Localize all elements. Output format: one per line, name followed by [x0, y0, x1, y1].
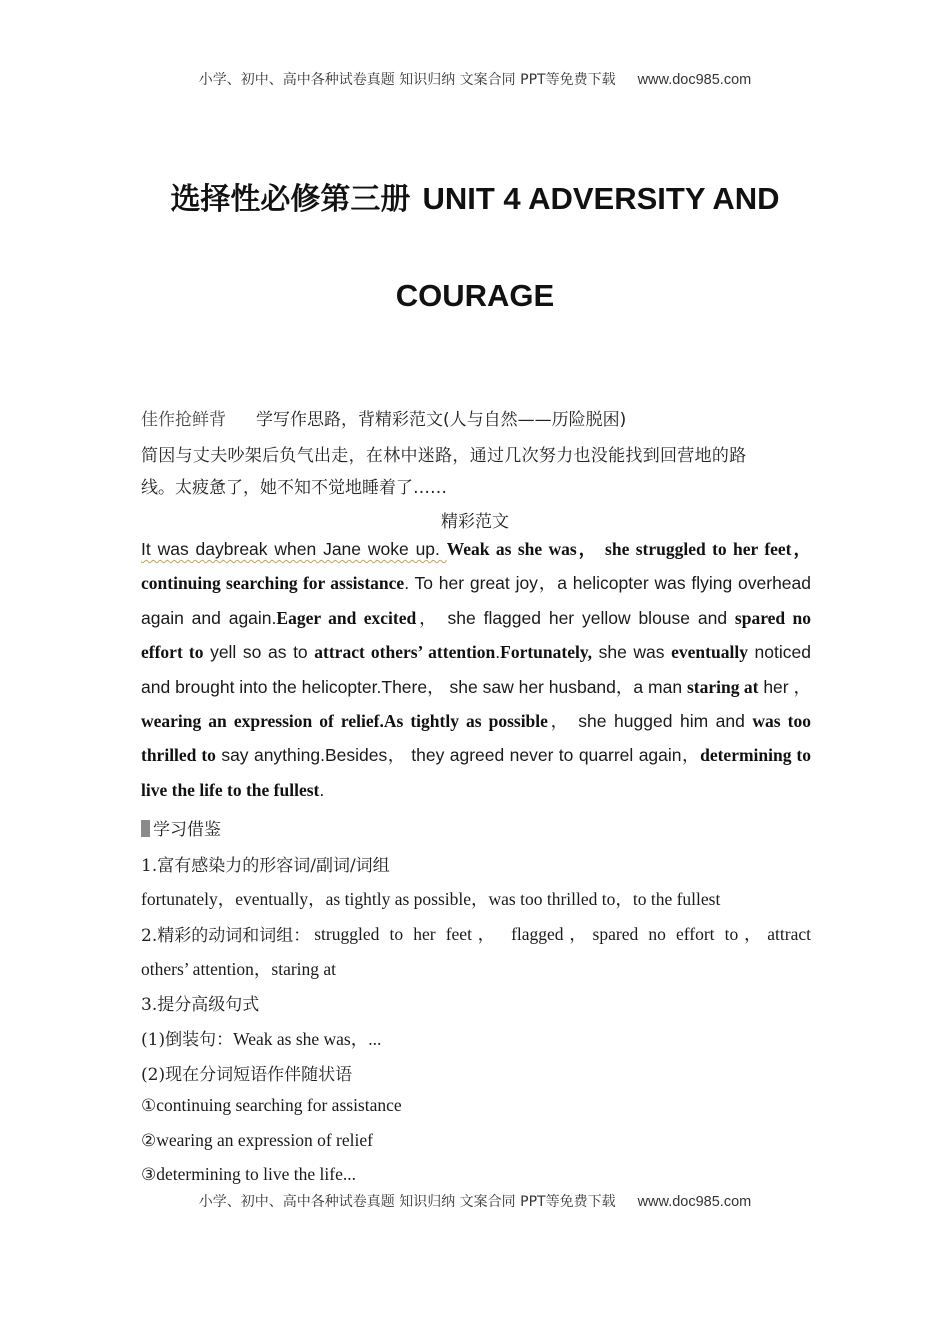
essay-text: ， she flagged her yellow blouse and: [416, 607, 735, 628]
list-item-number: ③: [141, 1165, 157, 1185]
section-marker-icon: [141, 820, 150, 837]
essay-text: .: [495, 642, 501, 663]
list-item-text: wearing an expression of relief: [156, 1130, 373, 1150]
study-item1-content: fortunately，eventually，as tightly as possible，was too thrilled to，to the fullest: [141, 889, 721, 909]
section-label: 佳作抢鲜背: [141, 410, 226, 430]
list-item: [141, 1164, 811, 1185]
list-item-number: ①: [141, 1096, 157, 1116]
essay-highlight-phrase: was too thrilled to: [141, 711, 811, 766]
study-item2-content-a: struggled to her feet， flagged，spared no effort to，attract: [314, 924, 811, 944]
page-footer: [0, 1191, 950, 1211]
study-sub1-label: (1)倒装句：: [141, 1030, 234, 1050]
essay-highlight-phrase: continuing searching for assistance: [141, 573, 405, 594]
essay-highlight-phrase: she struggled to her feet，: [605, 539, 811, 559]
intro-line-1: 简因与丈夫吵架后负气出走，在林中迷路，通过几次努力也没能找到回营地的路: [141, 446, 747, 466]
study-sub1-row: [141, 1025, 811, 1051]
essay-text: [598, 539, 605, 559]
page-header: [0, 69, 950, 89]
list-item: [141, 1130, 811, 1151]
study-item1-title: 1.富有感染力的形容词/副词/词组: [141, 856, 390, 876]
header-text: 小学、初中、高中各种试卷真题 知识归纳 文案合同 PPT等免费下载: [198, 72, 616, 88]
study-sub2-label: (2)现在分词短语作伴随状语: [141, 1065, 353, 1085]
essay-highlight-phrase: Fortunately,: [500, 642, 593, 663]
list-item: [141, 1095, 811, 1116]
essay-text: say anything.Besides， they agreed never to quarrel again，: [215, 745, 701, 766]
section-subtitle: 学写作思路，背精彩范文(人与自然——历险脱困): [256, 410, 627, 430]
essay-highlight-phrase: wearing an expression of relief.As tightly as possible: [141, 711, 548, 732]
study-sub1-content: Weak as she was，...: [233, 1029, 382, 1049]
title-en-line2: COURAGE: [395, 278, 555, 313]
intro-line-2: 线。太疲惫了，她不知不觉地睡着了……: [141, 478, 447, 498]
essay-highlight-phrase: attract others’ attention: [314, 642, 496, 663]
essay-highlight-phrase: Eager and excited: [276, 607, 417, 628]
essay-text: . To her great joy，a helicopter was flying overhead again and again.: [141, 573, 811, 628]
study-item2-content-b: others’ attention，staring at: [141, 959, 337, 979]
study-heading-row: [141, 815, 811, 840]
page-title-line1: [0, 174, 950, 218]
essay-highlight-phrase: spared no effort to: [141, 607, 811, 663]
essay-text: ， she hugged him and: [547, 711, 753, 732]
essay-text: yell so as to: [203, 642, 315, 663]
essay-heading: 精彩范文: [441, 512, 509, 532]
essay-highlight-phrase: Weak as she was，: [446, 539, 599, 559]
title-cn: 选择性必修第三册: [170, 182, 411, 217]
study-item2-title: 2.精彩的动词和词组：: [141, 926, 311, 946]
header-site-link[interactable]: www.doc985.com: [637, 72, 752, 88]
essay-body: [141, 532, 811, 807]
section-heading: [141, 405, 811, 430]
essay-highlight-phrase: eventually: [671, 642, 748, 663]
list-item-text: continuing searching for assistance: [156, 1095, 402, 1115]
essay-text: she was: [592, 642, 672, 663]
study-item3-title: 3.提分高级句式: [141, 995, 260, 1015]
footer-text: 小学、初中、高中各种试卷真题 知识归纳 文案合同 PPT等免费下载: [198, 1194, 616, 1210]
essay-text: her ，: [758, 676, 811, 697]
essay-text: noticed and brought into the helicopter.There， she saw her husband，a man: [141, 642, 811, 697]
essay-opening-sentence: It was daybreak when Jane woke up.: [141, 539, 447, 559]
study-heading: 学习借鉴: [153, 820, 221, 840]
essay-highlight-phrase: staring at: [686, 676, 759, 697]
essay-text: .: [319, 779, 325, 800]
essay-highlight-phrase: determining to live the life to the fullest: [141, 745, 811, 800]
page-title-line2: [0, 278, 950, 314]
title-en-line1: UNIT 4 ADVERSITY AND: [422, 181, 780, 216]
list-item-number: ②: [141, 1131, 157, 1151]
list-item-text: determining to live the life...: [156, 1164, 356, 1184]
study-item2-row: [141, 921, 811, 946]
footer-site-link[interactable]: www.doc985.com: [637, 1194, 752, 1210]
